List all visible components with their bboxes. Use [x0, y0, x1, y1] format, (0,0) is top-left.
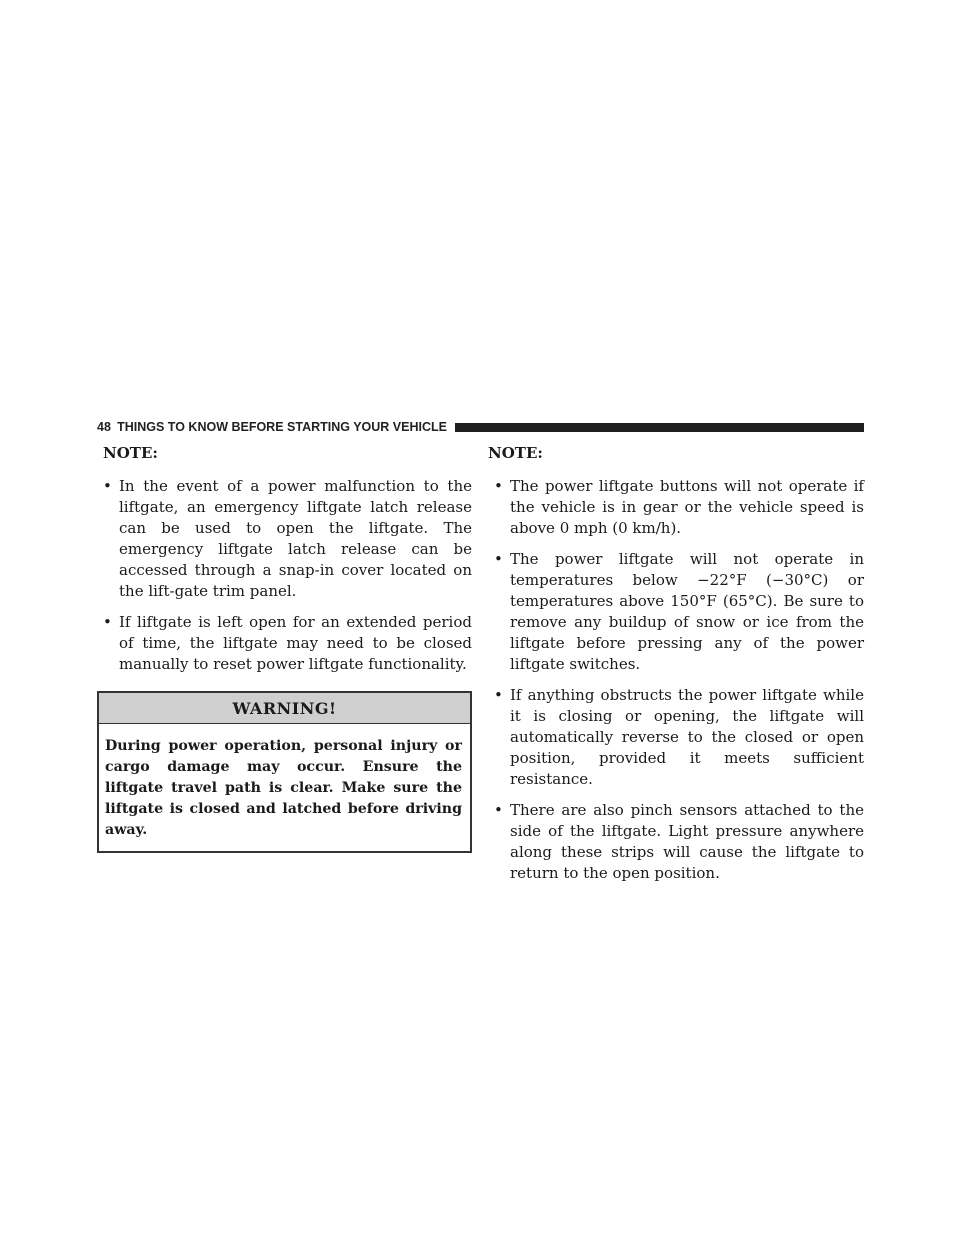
bullet-icon: • [103, 477, 112, 495]
bullet-icon: • [494, 477, 503, 495]
note-list [488, 476, 864, 884]
list-item [488, 685, 864, 790]
right-column [488, 444, 864, 894]
list-item [488, 549, 864, 675]
list-item-text: If anything obstructs the power liftgate while it is closing or opening, the liftgate will automatically reverse to the closed or open position, provided it meets sufficient resistance. [510, 686, 864, 788]
list-item-text: If liftgate is left open for an extended period of time, the liftgate may need to be closed manually to reset power liftgate functionality. [119, 613, 472, 673]
note-heading: NOTE: [103, 444, 158, 462]
bullet-icon: • [494, 550, 503, 568]
bullet-icon: • [103, 613, 112, 631]
note-list [97, 476, 472, 675]
list-item-text: In the event of a power malfunction to the liftgate, an emergency liftgate latch release can be used to open the liftgate. The emergency liftgate latch release can be accessed through a snap-in cover located on the lift-gate trim panel. [119, 477, 472, 600]
list-item [488, 476, 864, 539]
list-item-text: The power liftgate buttons will not operate if the vehicle is in gear or the vehicle speed is above 0 mph (0 km/h). [510, 477, 864, 537]
list-item-text: The power liftgate will not operate in temperatures below −22°F (−30°C) or temperatures above 150°F (65°C). Be sure to remove any buildup of snow or ice from the liftgate before pressing any of the power liftgate switches. [510, 550, 864, 673]
warning-box [97, 691, 472, 853]
bullet-icon: • [494, 686, 503, 704]
list-item-text: There are also pinch sensors attached to the side of the liftgate. Light pressure anywhere along these strips will cause the liftgate to return to the open position. [510, 801, 864, 882]
note-heading: NOTE: [488, 444, 543, 462]
list-item [97, 476, 472, 602]
header-rule [455, 423, 864, 432]
section-title: THINGS TO KNOW BEFORE STARTING YOUR VEHICLE [117, 420, 447, 434]
bullet-icon: • [494, 801, 503, 819]
warning-title: WARNING! [99, 693, 470, 724]
left-column [97, 444, 472, 853]
list-item [97, 612, 472, 675]
page-number: 48 [97, 420, 112, 434]
page-header [97, 418, 864, 436]
list-item [488, 800, 864, 884]
warning-body: During power operation, personal injury or cargo damage may occur. Ensure the liftgate travel path is clear. Make sure the liftgate is closed and latched before driving away. [105, 738, 462, 838]
